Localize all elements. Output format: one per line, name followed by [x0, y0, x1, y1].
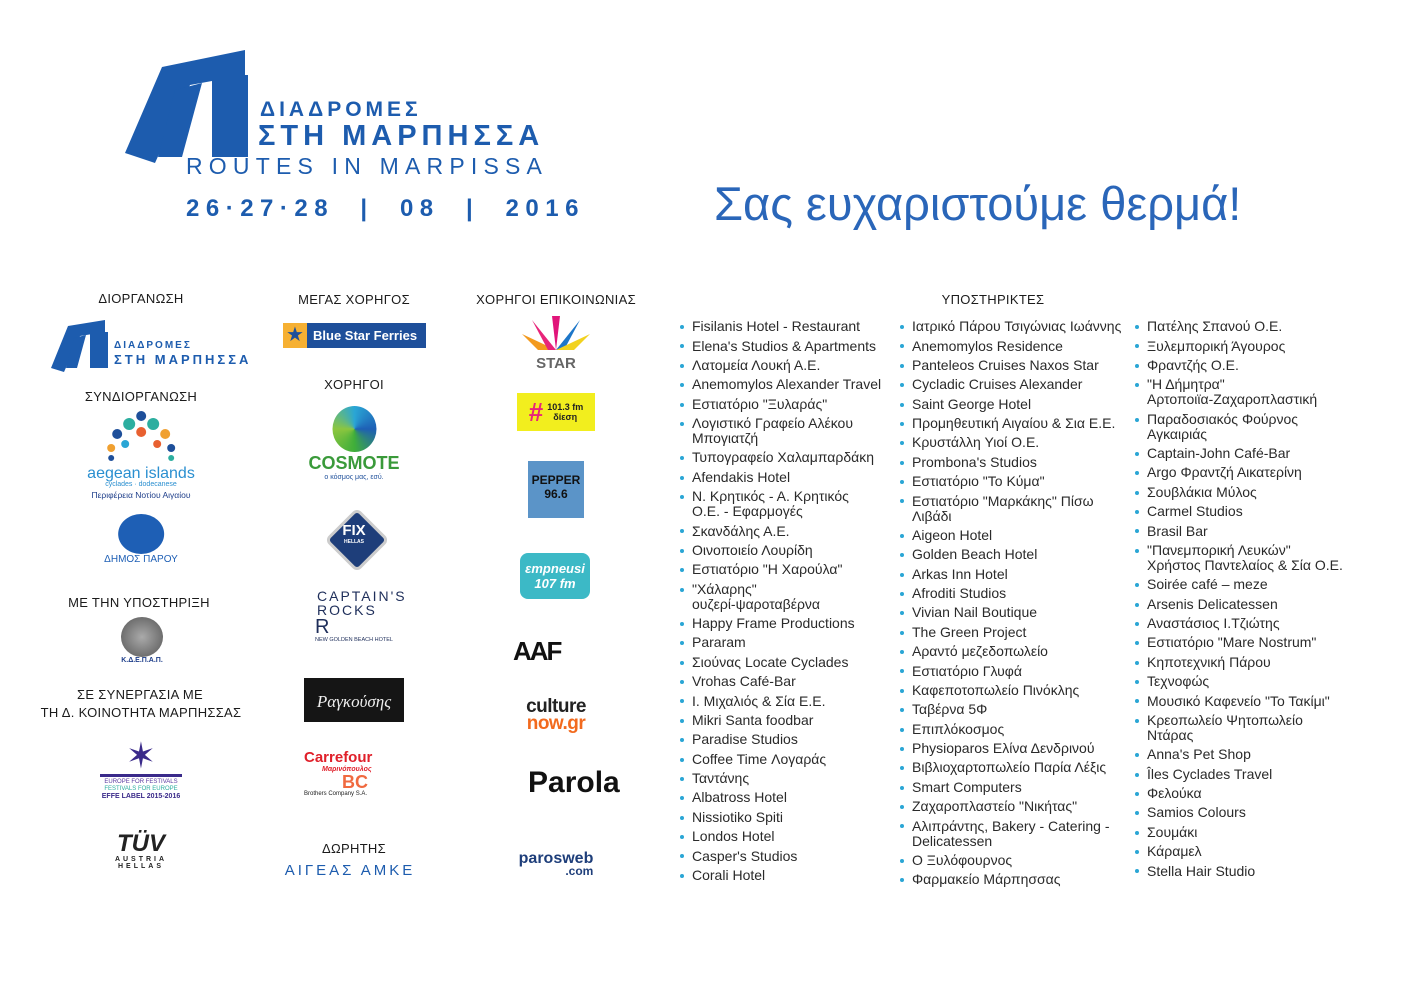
supporter-item: Σουμάκι — [1135, 823, 1343, 842]
supporter-item: Κρεοπωλείο Ψητοπωλείο Ντάρας — [1135, 711, 1343, 745]
culturenow-logo — [526, 698, 586, 732]
star-text: STAR — [536, 355, 576, 372]
cosmote-tagline: ο κόσμος μας, εσύ. — [324, 474, 384, 481]
supporter-item: Prombona's Studios — [900, 453, 1121, 472]
bc-text: BC — [342, 772, 368, 792]
parosweb-logo — [519, 852, 594, 878]
supporter-item: Paradise Studios — [680, 730, 881, 749]
supporters-list-3 — [1135, 317, 1343, 881]
supporter-item: Corali Hotel — [680, 866, 881, 885]
section-donor: ΔΩΡΗΤΗΣ — [322, 841, 386, 856]
supporter-item: Mikri Santa foodbar — [680, 711, 881, 730]
supporter-item: Σιούνας Locate Cyclades — [680, 653, 881, 672]
supporter-item: "Η Δήμητρα" Αρτοποιϊα-Ζαχαροπλαστική — [1135, 375, 1343, 409]
carrefour-sub: Μαρινόπουλος — [322, 766, 372, 773]
carrefour-text: Carrefour — [304, 749, 373, 766]
parosweb-text2: .com — [565, 864, 594, 878]
supporter-item: Οινοποιείο Λουρίδη — [680, 541, 881, 560]
supporter-item: Μουσικό Καφενείο "Το Τακίμι" — [1135, 691, 1343, 710]
supporter-item: Îles Cyclades Travel — [1135, 765, 1343, 784]
supporter-item: Ξυλεμπορική Άγουρος — [1135, 336, 1343, 355]
star-icon: ★ — [283, 323, 307, 348]
supporter-item: Τυπογραφείο Χαλαμπαρδάκη — [680, 448, 881, 467]
captains-text3: NEW GOLDEN BEACH HOTEL — [315, 637, 393, 643]
supporter-item: Vivian Nail Boutique — [900, 603, 1121, 622]
carrefour-bc-logo — [304, 750, 408, 797]
pepper-text1: PEPPER — [531, 473, 581, 487]
kdepap-logo-text: Κ.Δ.Ε.Π.Α.Π. — [121, 657, 163, 664]
supporter-item: The Green Project — [900, 623, 1121, 642]
supporter-item: Λογιστικό Γραφείο Αλέκου Μπογιατζή — [680, 414, 881, 448]
bc-sub: Brothers Company S.A. — [304, 791, 368, 797]
supporter-item: Ταβέρνα 5Φ — [900, 700, 1121, 719]
supporter-item: Βιβλιοχαρτοπωλείο Παρία Λέξις — [900, 758, 1121, 777]
supporter-item: Ι. Μιχαλιός & Σία Ε.Ε. — [680, 691, 881, 710]
supporter-item: Ταντάνης — [680, 769, 881, 788]
fix-sub: HELLAS — [344, 539, 364, 545]
culture-text2: now.gr — [526, 713, 586, 734]
festival-title-line3: ROUTES IN MARPISSA — [186, 153, 549, 179]
supporter-item: Samios Colours — [1135, 803, 1343, 822]
supporter-item: Fisilanis Hotel - Restaurant — [680, 317, 881, 336]
captains-rocks-logo — [305, 589, 415, 643]
aegean-logo-text: aegean islands — [87, 465, 195, 482]
empneusi-text1: εmpneusi — [525, 561, 585, 576]
hash-icon: # — [528, 396, 544, 427]
supporter-item: Londos Hotel — [680, 827, 881, 846]
section-cooperation-line1: ΣΕ ΣΥΝΕΡΓΑΣΙΑ ΜΕ — [77, 687, 203, 702]
cosmote-logo — [308, 406, 399, 481]
festival-dates: 26·27·28 | 08 | 2016 — [186, 195, 585, 222]
paros-logo-text: ΔΗΜΟΣ ΠΑΡΟΥ — [104, 554, 178, 565]
section-organizer: ΔΙΟΡΓΑΝΩΣΗ — [98, 291, 184, 306]
supporter-item: Εστιατόριο "Μαρκάκης" Πίσω Λιβάδι — [900, 491, 1121, 525]
supporter-item: Εστιατόριο "Η Χαρούλα" — [680, 560, 881, 579]
diesi-text2: δίεση — [553, 412, 578, 422]
effe-text1: EUROPE FOR FESTIVALS — [100, 774, 182, 786]
supporter-item: Albatross Hotel — [680, 788, 881, 807]
culture-text1: culture — [526, 696, 586, 717]
dimos-parou-logo — [104, 514, 178, 565]
supporters-list-2 — [900, 317, 1121, 890]
organizer-logo-text1: ΔΙΑΔΡΟΜΕΣ — [114, 340, 192, 351]
supporter-item: Τεχνοφώς — [1135, 672, 1343, 691]
effe-text2: FESTIVALS FOR EUROPE — [104, 786, 178, 792]
aegean-islands-logo — [87, 410, 195, 500]
organizer-logo — [50, 318, 252, 378]
supporter-item: Πατέλης Σπανού Ο.Ε. — [1135, 317, 1343, 336]
supporters-list-1 — [680, 317, 881, 885]
coin-icon — [121, 617, 163, 657]
pepper-text2: 96.6 — [544, 487, 568, 501]
supporter-item: Κάραμελ — [1135, 842, 1343, 861]
section-sponsors: ΧΟΡΗΓΟΙ — [324, 377, 384, 392]
supporter-item: Anna's Pet Shop — [1135, 745, 1343, 764]
supporter-item: Ζαχαροπλαστείο "Νικήτας" — [900, 797, 1121, 816]
supporter-item: "Πανεμπορική Λευκών" Χρήστος Παντελαίος & Σία Ο.Ε. — [1135, 541, 1343, 575]
supporter-item: Cycladic Cruises Alexander — [900, 375, 1121, 394]
supporter-item: Anemomylos Alexander Travel — [680, 375, 881, 394]
star-rays-icon — [518, 316, 594, 352]
blue-star-text: Blue Star Ferries — [313, 328, 418, 343]
donor-name: ΑΙΓΕΑΣ ΑΜΚΕ — [284, 862, 416, 879]
supporter-item: Arkas Inn Hotel — [900, 565, 1121, 584]
supporter-item: Physioparos Ελίνα Δενδρινού — [900, 739, 1121, 758]
supporter-item: Aigeon Hotel — [900, 526, 1121, 545]
supporter-item: Ιατρικό Πάρου Τσιγώνιας Ιωάννης — [900, 317, 1121, 336]
tuv-logo — [115, 832, 167, 870]
dots-arch-icon — [101, 410, 181, 462]
supporter-item: Αναστάσιος Ι.Τζιώτης — [1135, 614, 1343, 633]
supporter-item: Smart Computers — [900, 778, 1121, 797]
festival-title-line2: ΣΤΗ ΜΑΡΠΗΣΣΑ — [258, 120, 545, 152]
supporter-item: Εστιατόριο "Mare Nostrum" — [1135, 633, 1343, 652]
tuv-text2: AUSTRIA — [114, 856, 168, 863]
supporter-item: Ν. Κρητικός - Α. Κρητικός Ο.Ε. - Εφαρμογές — [680, 487, 881, 521]
section-supporters: ΥΠΟΣΤΗΡΙΚΤΕΣ — [941, 292, 1045, 307]
section-co-organizer: ΣΥΝΔΙΟΡΓΑΝΩΣΗ — [84, 389, 198, 404]
supporter-item: Κηποτεχνική Πάρου — [1135, 653, 1343, 672]
supporter-item: Saint George Hotel — [900, 395, 1121, 414]
supporter-item: Arsenis Delicatessen — [1135, 595, 1343, 614]
section-support: ΜΕ ΤΗΝ ΥΠΟΣΤΗΡΙΞΗ — [68, 595, 210, 610]
cosmote-swirl-icon — [332, 406, 376, 452]
kdepap-logo — [121, 617, 163, 664]
empneusi-radio-logo — [520, 553, 590, 599]
supporter-item: Παραδοσιακός Φούρνος Αγκαιριάς — [1135, 410, 1343, 444]
supporter-item: Anemomylos Residence — [900, 336, 1121, 355]
cosmote-text: COSMOTE — [308, 453, 400, 473]
supporter-item: Φραντζής Ο.Ε. — [1135, 356, 1343, 375]
supporter-item: Εστιατόριο "Ξυλαράς" — [680, 395, 881, 414]
supporter-item: "Χάλαρης" ουζερί-ψαροταβέρνα — [680, 580, 881, 614]
tuv-text3: HELLAS — [118, 863, 164, 870]
r-mark-icon: R — [315, 616, 330, 638]
paros-emblem-icon — [118, 514, 164, 554]
supporter-item: Επιπλόκοσμος — [900, 720, 1121, 739]
aaf-logo: AAF — [513, 636, 561, 666]
supporter-item: Soirée café – meze — [1135, 575, 1343, 594]
supporter-item: Καφεποτοπωλείο Πινόκλης — [900, 681, 1121, 700]
supporter-item: Προμηθευτική Αιγαίου & Σια Ε.Ε. — [900, 414, 1121, 433]
effe-text3: EFFE LABEL 2015-2016 — [101, 793, 181, 800]
supporter-item: Argo Φραντζή Αικατερίνη — [1135, 463, 1343, 482]
section-cooperation-line2: ΤΗ Δ. ΚΟΙΝΟΤΗΤΑ ΜΑΡΠΗΣΣΑΣ — [40, 705, 242, 720]
empneusi-text2: 107 fm — [534, 576, 576, 591]
festival-logo-mark-icon — [50, 318, 112, 373]
festival-logo-mark-icon — [120, 45, 260, 170]
pepper-radio-logo — [528, 461, 584, 518]
supporter-item: Panteleos Cruises Naxos Star — [900, 356, 1121, 375]
section-grand-sponsor: ΜΕΓΑΣ ΧΟΡΗΓΟΣ — [298, 292, 410, 307]
fix-text: FIX — [342, 522, 366, 539]
supporter-item: Afroditi Studios — [900, 584, 1121, 603]
ragkousis-logo: Ραγκούσης — [304, 678, 404, 722]
supporter-item: Pararam — [680, 633, 881, 652]
blue-star-ferries-logo — [283, 323, 426, 348]
diesi-text1: 101.3 fm — [547, 402, 584, 412]
supporter-item: Brasil Bar — [1135, 521, 1343, 540]
supporter-item: Σκανδάλης Α.Ε. — [680, 521, 881, 540]
supporter-item: Golden Beach Hotel — [900, 545, 1121, 564]
supporter-item: Εστιατόριο "Το Κύμα" — [900, 472, 1121, 491]
star-icon: ✶ — [125, 735, 157, 776]
star-channel-logo — [518, 316, 594, 371]
supporter-item: Εστιατόριο Γλυφά — [900, 661, 1121, 680]
supporter-item: Κρυστάλλη Υιοί Ο.Ε. — [900, 433, 1121, 452]
supporter-item: Vrohas Café-Bar — [680, 672, 881, 691]
aegean-region-text: Περιφέρεια Νοτίου Αιγαίου — [91, 490, 191, 500]
supporter-item: Αραντό μεζεδοπωλείο — [900, 642, 1121, 661]
supporter-item: Σουβλάκια Μύλος — [1135, 483, 1343, 502]
aegean-logo-sub: cyclades · dodecanese — [105, 481, 177, 488]
captains-text2: ROCKS — [317, 602, 377, 618]
supporter-item: Afendakis Hotel — [680, 468, 881, 487]
supporter-item: Stella Hair Studio — [1135, 861, 1343, 880]
organizer-logo-text2: ΣΤΗ ΜΑΡΠΗΣΣΑ — [114, 352, 252, 367]
supporter-item: Captain-John Café-Bar — [1135, 444, 1343, 463]
supporter-item: Carmel Studios — [1135, 502, 1343, 521]
diesi-radio-logo — [517, 393, 595, 431]
supporter-item: Coffee Time Λογαράς — [680, 750, 881, 769]
supporter-item: Nissiotiko Spiti — [680, 808, 881, 827]
parosweb-text1: parosweb — [518, 850, 594, 867]
supporter-item: Happy Frame Productions — [680, 614, 881, 633]
supporter-item: Φαρμακείο Μάρπησσας — [900, 870, 1121, 889]
tuv-text: TÜV — [117, 830, 165, 857]
effe-label-logo — [100, 735, 182, 801]
captains-text1: CAPTAIN'S — [317, 588, 407, 604]
supporter-item: Casper's Studios — [680, 846, 881, 865]
supporter-item: Λατομεία Λουκή Α.Ε. — [680, 356, 881, 375]
section-media-sponsors: ΧΟΡΗΓΟΙ ΕΠΙΚΟΙΝΩΝΙΑΣ — [476, 292, 636, 307]
supporter-item: Ο Ξυλόφουρνος — [900, 851, 1121, 870]
supporter-item: Φελούκα — [1135, 784, 1343, 803]
festival-title-line1: ΔΙΑΔΡΟΜΕΣ — [260, 98, 422, 121]
supporter-item: Αλιπράντης, Bakery - Catering - Delicatessen — [900, 816, 1121, 850]
supporter-item: Elena's Studios & Apartments — [680, 336, 881, 355]
fix-hellas-logo — [325, 508, 383, 566]
parola-logo: Parola — [528, 766, 620, 799]
thank-you-heading: Σας ευχαριστούμε θερμά! — [714, 177, 1242, 230]
